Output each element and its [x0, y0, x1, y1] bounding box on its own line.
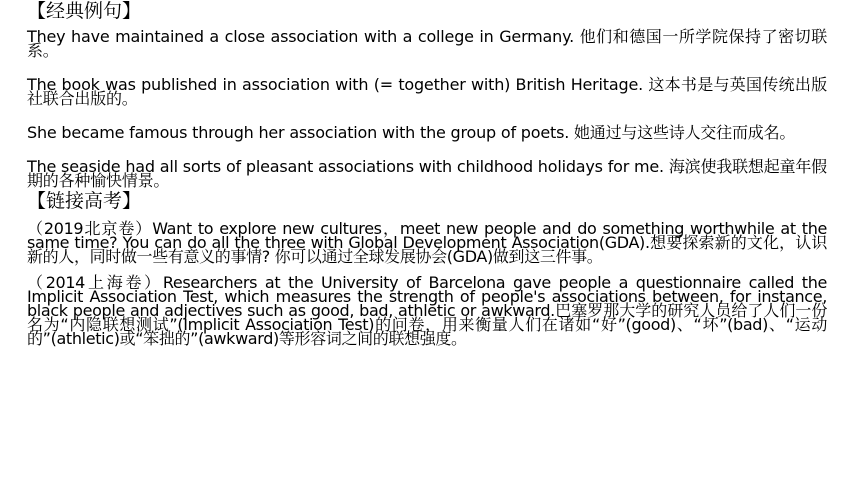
- example-sentence-1: They have maintained a close association with a college in Germany. 他们和德国一所学院保持了密切联系。: [27, 27, 827, 60]
- example-sentence-2: The book was published in association with (= together with) British Heritage. 这本书是与英国传统出版社联合出版的。: [27, 75, 827, 108]
- document-page: [27, 0, 827, 346]
- exam-item-2019-beijing: （2019北京卷）Want to explore new cultures，meet new people and do something worthwhile at the same time? You can do all the three with Global Development Association(GDA).想要探索新的文化，认识新的人，同时做一些有意义的事情? 你可以通过全球发展协会(GDA)做到这三件事。: [27, 219, 827, 266]
- example-sentence-4: The seaside had all sorts of pleasant associations with childhood holidays for me. 海滨使我联想起童年假期的各种愉快情景。: [27, 157, 827, 190]
- example-sentence-3: She became famous through her association with the group of poets. 她通过与这些诗人交往而成名。: [27, 123, 796, 142]
- section-heading-exam-links: 【链接高考】: [27, 190, 142, 212]
- exam-item-2014-shanghai: （2014上海卷）Researchers at the University of Barcelona gave people a questionnaire called the Implicit Association Test, which measures the strength of people's associations between, for instance, black people and adjectives such as good, bad, athletic or awkward.巴塞罗那大学的研究人员给了人们一份名为“内隐联想测试”(Implicit Association Test)的问卷，用来衡量人们在诸如“好”(good)、“坏”(bad)、“运动的”(athletic)或“笨拙的”(awkward)等形容词之间的联想强度。: [27, 273, 827, 348]
- section-heading-classic-examples: 【经典例句】: [27, 0, 142, 22]
